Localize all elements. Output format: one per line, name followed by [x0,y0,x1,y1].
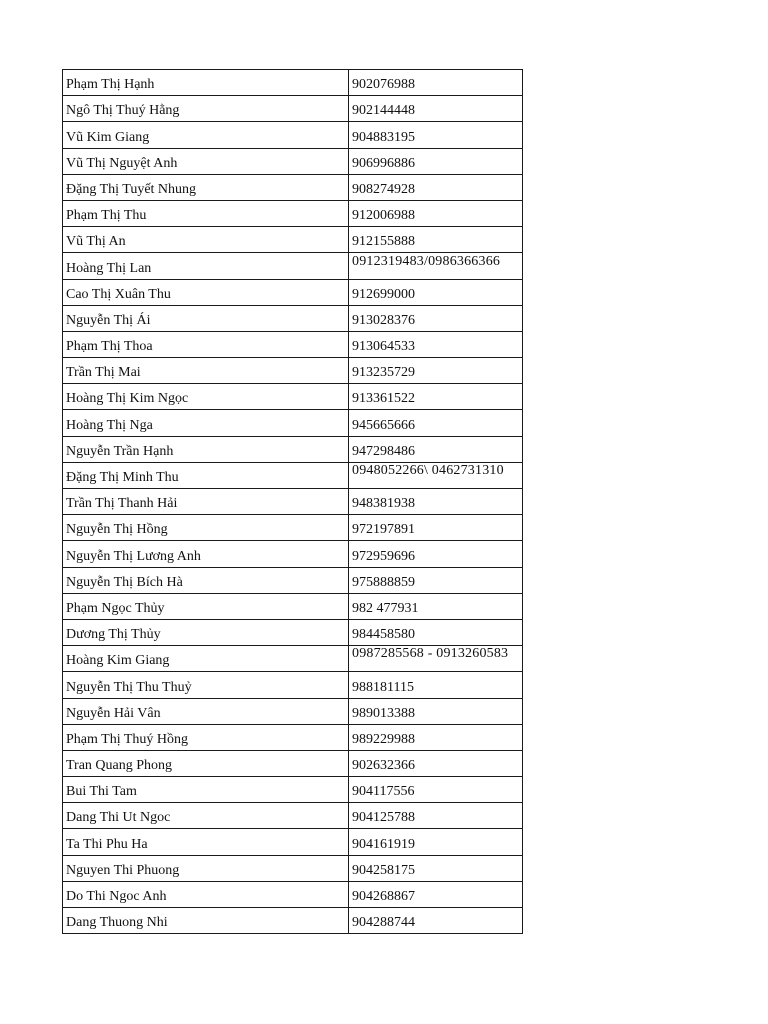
table-row [63,200,523,226]
table-row [63,541,523,567]
phone-cell [349,253,523,279]
contact-table-body [63,70,523,934]
phone-cell [349,227,523,253]
name-cell [63,541,349,567]
name-cell [63,279,349,305]
phone-cell [349,384,523,410]
contact-phone: 904258175 [352,862,415,878]
name-cell [63,227,349,253]
name-cell [63,489,349,515]
table-row [63,567,523,593]
name-cell [63,410,349,436]
table-row [63,122,523,148]
name-cell [63,96,349,122]
contact-phone: 0987285568 - 0913260583 [352,646,509,662]
phone-cell [349,829,523,855]
name-cell [63,593,349,619]
contact-name: Nguyen Thi Phuong [66,862,180,878]
contact-name: Vũ Thị An [66,234,126,250]
contact-name: Phạm Thị Thuý Hồng [66,731,188,747]
contact-phone: 908274928 [352,181,415,197]
contact-name: Tran Quang Phong [66,758,173,774]
name-cell [63,122,349,148]
contact-name: Phạm Thị Thu [66,208,147,224]
contact-phone: 904268867 [352,889,415,904]
table-row [63,331,523,357]
phone-cell [349,750,523,776]
contact-phone: 947298486 [352,443,415,459]
contact-phone: 948381938 [352,496,415,512]
table-row [63,462,523,488]
contact-name: Cao Thị Xuân Thu [66,286,171,302]
contact-name: Nguyễn Thị Hồng [66,522,168,538]
contact-phone: 0948052266\ 0462731310 [352,463,504,478]
contact-phone: 982 477931 [352,600,419,616]
phone-cell [349,672,523,698]
contact-name: Nguyễn Thị Thu Thuỷ [66,679,192,695]
name-cell [63,331,349,357]
name-cell [63,881,349,907]
name-cell [63,750,349,776]
contact-name: Dương Thị Thủy [66,627,161,643]
table-row [63,593,523,619]
contact-name: Hoàng Kim Giang [66,653,170,669]
name-cell [63,803,349,829]
contact-phone: 912699000 [352,286,415,302]
contact-name: Dang Thuong Nhi [66,915,168,931]
name-cell [63,174,349,200]
contact-phone: 913028376 [352,312,415,328]
phone-cell [349,646,523,672]
table-row [63,908,523,934]
contact-name: Trần Thị Mai [66,365,141,381]
table-row [63,855,523,881]
contact-phone: 904161919 [352,836,415,852]
contact-phone: 989229988 [352,731,415,747]
phone-cell [349,148,523,174]
phone-cell [349,279,523,305]
phone-cell [349,908,523,934]
table-row [63,672,523,698]
contact-phone: 904883195 [352,129,415,145]
name-cell [63,908,349,934]
phone-cell [349,331,523,357]
contact-phone: 902144448 [352,103,415,119]
phone-cell [349,305,523,331]
contact-name: Hoàng Thị Nga [66,417,153,433]
contact-name: Vũ Thị Nguyệt Anh [66,155,178,171]
name-cell [63,462,349,488]
phone-cell [349,724,523,750]
table-row [63,829,523,855]
phone-cell [349,567,523,593]
name-cell [63,724,349,750]
contact-name: Ta Thi Phu Ha [66,836,148,852]
contact-name: Ngô Thị Thuý Hằng [66,103,180,119]
contact-name: Dang Thi Ut Ngoc [66,810,171,826]
table-row [63,227,523,253]
contact-name: Nguyễn Hải Vân [66,705,161,721]
table-row [63,698,523,724]
contact-phone: 972197891 [352,522,415,538]
contact-phone: 984458580 [352,627,415,643]
phone-cell [349,462,523,488]
name-cell [63,305,349,331]
table-row [63,148,523,174]
phone-cell [349,122,523,148]
name-cell [63,646,349,672]
phone-cell [349,200,523,226]
table-row [63,96,523,122]
table-row [63,358,523,384]
contact-name: Nguyễn Thị Bích Hà [66,574,183,590]
contact-name: Hoàng Thị Kim Ngọc [66,391,189,407]
contact-phone: 972959696 [352,548,415,564]
contact-phone: 913361522 [352,391,415,407]
contact-phone: 904288744 [352,915,415,931]
phone-cell [349,515,523,541]
contact-name: Nguyễn Thị Ái [66,312,151,328]
contact-name: Nguyễn Trần Hạnh [66,443,174,459]
phone-cell [349,619,523,645]
table-row [63,619,523,645]
name-cell [63,358,349,384]
contact-name: Hoàng Thị Lan [66,260,152,276]
contact-name: Đặng Thị Tuyết Nhung [66,181,197,197]
contact-phone: 906996886 [352,155,415,171]
table-row [63,515,523,541]
contact-sheet [62,69,522,934]
contact-phone: 913064533 [352,339,415,355]
table-row [63,803,523,829]
contact-phone: 989013388 [352,705,415,721]
phone-cell [349,541,523,567]
name-cell [63,698,349,724]
table-row [63,305,523,331]
table-row [63,881,523,907]
phone-cell [349,70,523,96]
contact-phone: 904117556 [352,784,415,800]
contact-name: Bui Thi Tam [66,784,137,800]
contact-name: Vũ Kim Giang [66,129,150,145]
phone-cell [349,358,523,384]
phone-cell [349,593,523,619]
name-cell [63,200,349,226]
phone-cell [349,174,523,200]
contact-phone: 913235729 [352,365,415,381]
table-row [63,750,523,776]
name-cell [63,672,349,698]
contact-phone: 0912319483/0986366366 [352,253,501,269]
contact-name: Phạm Thị Thoa [66,339,153,355]
table-row [63,724,523,750]
contact-table [62,69,523,934]
contact-phone: 912006988 [352,208,415,224]
phone-cell [349,803,523,829]
contact-phone: 902076988 [352,77,415,93]
contact-name: Phạm Thị Hạnh [66,77,155,93]
name-cell [63,855,349,881]
contact-phone: 945665666 [352,417,415,433]
contact-phone: 902632366 [352,758,415,774]
name-cell [63,148,349,174]
contact-phone: 988181115 [352,679,414,695]
contact-phone: 912155888 [352,234,415,250]
name-cell [63,567,349,593]
table-row [63,70,523,96]
table-row [63,174,523,200]
phone-cell [349,96,523,122]
table-row [63,489,523,515]
contact-phone: 904125788 [352,810,415,826]
table-row [63,436,523,462]
contact-name: Đặng Thị Minh Thu [66,470,179,485]
phone-cell [349,698,523,724]
phone-cell [349,489,523,515]
table-row [63,410,523,436]
name-cell [63,829,349,855]
phone-cell [349,855,523,881]
table-row [63,253,523,279]
phone-cell [349,410,523,436]
table-row [63,279,523,305]
contact-name: Nguyễn Thị Lương Anh [66,548,201,564]
name-cell [63,619,349,645]
name-cell [63,70,349,96]
name-cell [63,515,349,541]
contact-name: Trần Thị Thanh Hải [66,496,178,512]
phone-cell [349,436,523,462]
phone-cell [349,777,523,803]
name-cell [63,253,349,279]
contact-name: Phạm Ngọc Thủy [66,600,165,616]
table-row [63,384,523,410]
name-cell [63,384,349,410]
name-cell [63,436,349,462]
contact-name: Do Thi Ngoc Anh [66,889,167,904]
table-row [63,777,523,803]
contact-phone: 975888859 [352,574,415,590]
name-cell [63,777,349,803]
table-row [63,646,523,672]
phone-cell [349,881,523,907]
